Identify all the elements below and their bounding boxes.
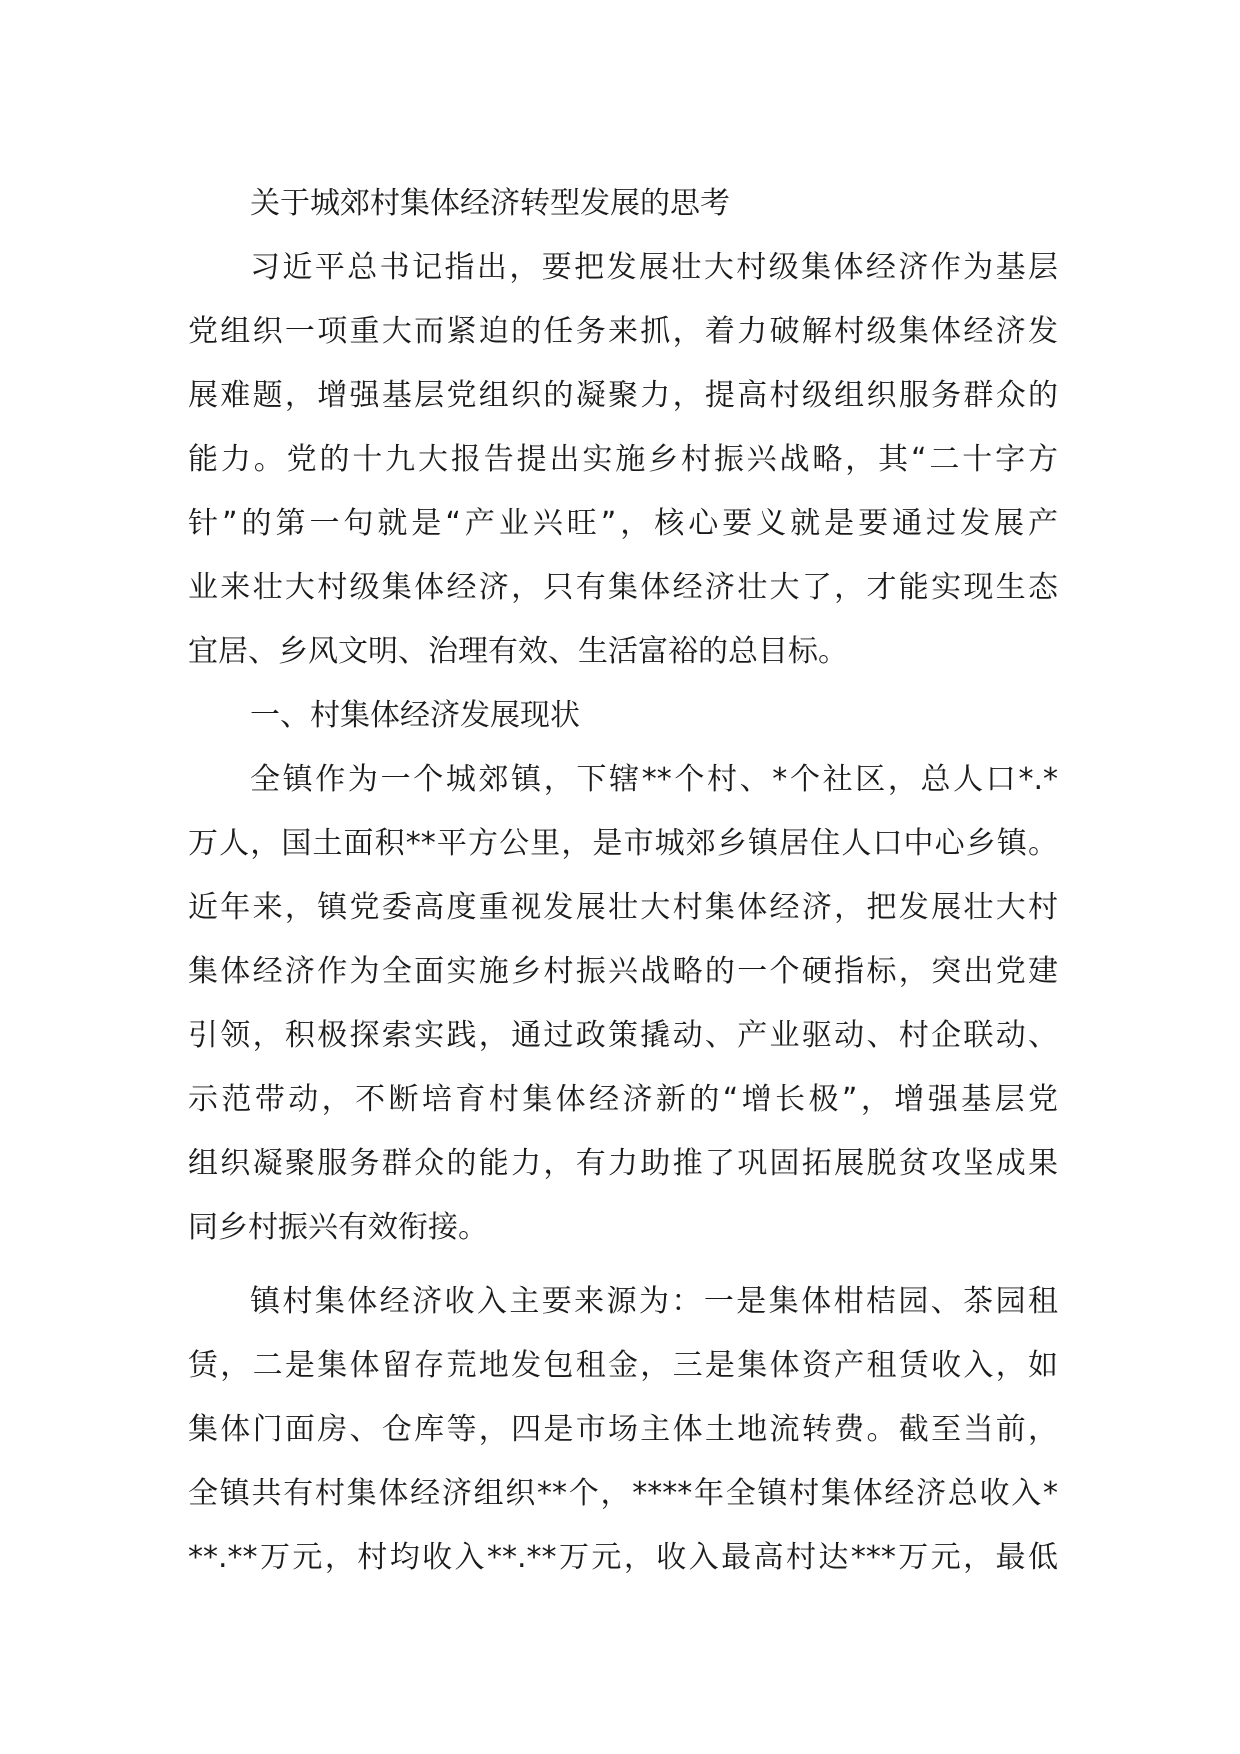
paragraph-line: 能力。党的十九大报告提出实施乡村振兴战略，其“二十字方: [188, 442, 1058, 477]
section-heading: [188, 684, 1058, 748]
paragraph-line: 同乡村振兴有效衔接。: [188, 1210, 488, 1245]
paragraph-line: 集体经济作为全面实施乡村振兴战略的一个硬指标，突出党建: [188, 954, 1058, 989]
paragraph-line: 全镇作为一个城郊镇，下辖**个村、*个社区，总人口*.*: [250, 762, 1058, 797]
document-title: 关于城郊村集体经济转型发展的思考: [250, 186, 730, 221]
paragraph-intro: [188, 236, 1058, 684]
paragraph-line: 习近平总书记指出，要把发展壮大村级集体经济作为基层: [250, 250, 1058, 285]
paragraph-line: 万人，国土面积**平方公里，是市城郊乡镇居住人口中心乡镇。: [188, 826, 1058, 861]
paragraph-line: 集体门面房、仓库等，四是市场主体土地流转费。截至当前，: [188, 1412, 1058, 1447]
paragraph-income: [188, 1270, 1058, 1590]
paragraph-line: 全镇共有村集体经济组织**个，****年全镇村集体经济总收入*: [188, 1476, 1058, 1511]
section-heading-text: 一、村集体经济发展现状: [250, 698, 580, 733]
paragraph-line: 近年来，镇党委高度重视发展壮大村集体经济，把发展壮大村: [188, 890, 1058, 925]
paragraph-line: 宜居、乡风文明、治理有效、生活富裕的总目标。: [188, 634, 848, 669]
paragraph-line: 引领，积极探索实践，通过政策撬动、产业驱动、村企联动、: [188, 1018, 1058, 1053]
paragraph-line: 赁，二是集体留存荒地发包租金，三是集体资产租赁收入，如: [188, 1348, 1058, 1383]
paragraph-line: 针”的第一句就是“产业兴旺”，核心要义就是要通过发展产: [188, 506, 1058, 541]
paragraph-line: 业来壮大村级集体经济，只有集体经济壮大了，才能实现生态: [188, 570, 1058, 605]
document-body: [188, 172, 1058, 1590]
paragraph-line: 组织凝聚服务群众的能力，有力助推了巩固拓展脱贫攻坚成果: [188, 1146, 1058, 1181]
paragraph-line: **.**万元，村均收入**.**万元，收入最高村达***万元，最低: [188, 1540, 1058, 1575]
paragraph-spacer: [188, 1260, 1058, 1270]
paragraph-line: 展难题，增强基层党组织的凝聚力，提高村级组织服务群众的: [188, 378, 1058, 413]
paragraph-line: 示范带动，不断培育村集体经济新的“增长极”，增强基层党: [188, 1082, 1058, 1117]
paragraph-status: [188, 748, 1058, 1260]
paragraph-line: 镇村集体经济收入主要来源为：一是集体柑桔园、茶园租: [250, 1284, 1058, 1319]
paragraph-line: 党组织一项重大而紧迫的任务来抓，着力破解村级集体经济发: [188, 314, 1058, 349]
